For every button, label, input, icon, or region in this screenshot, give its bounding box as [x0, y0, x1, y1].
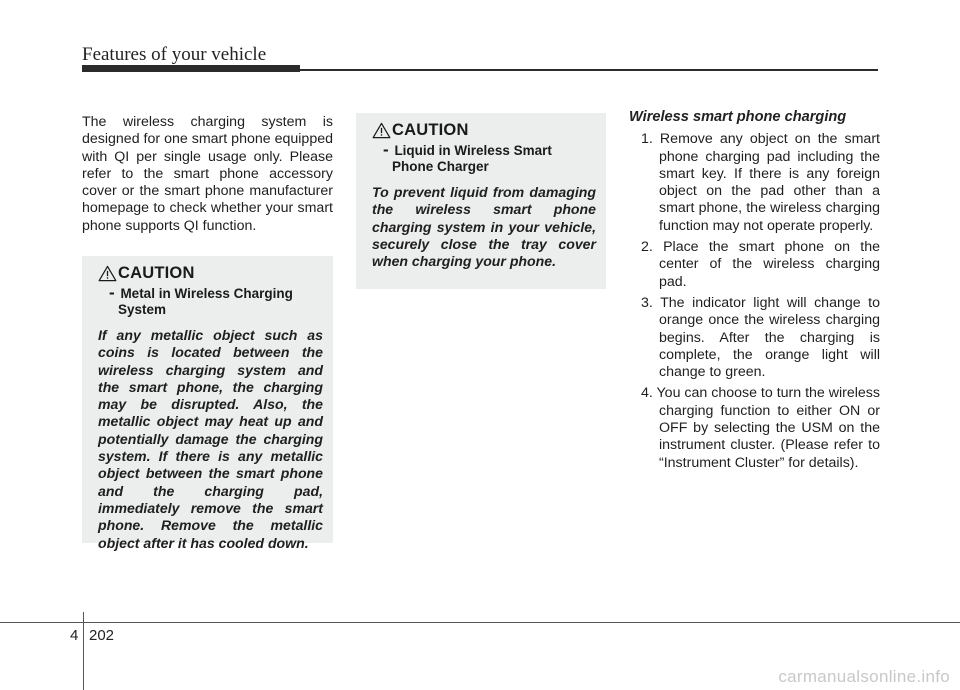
page-number: 202 [89, 627, 115, 644]
caution-box-metal [82, 256, 333, 551]
step-item: 1. Remove any object on the smart phone charging pad including the smart key. If there is any foreign object on the pad other than a smart phone, the wireless charging function may not operate properly. [641, 131, 880, 234]
steps-list [629, 131, 880, 472]
caution-body: To prevent liquid from damaging the wireless smart phone charging system in your vehicle, securely close the tray cover when charging your phone. [372, 184, 596, 270]
caution-dash: - [383, 140, 389, 159]
charging-instructions [629, 109, 880, 476]
intro-paragraph: The wireless charging system is designed for one smart phone equipped with QI per single usage only. Please refer to the smart phone accessory cover or the smart phone manufacturer homepage to check whether your smart phone supports QI function. [82, 114, 333, 234]
caution-subtitle-text: Metal in Wireless Charging System [118, 286, 293, 317]
footer-rule [0, 622, 960, 623]
watermark: carmanualsonline.info [778, 667, 950, 686]
page-header-title: Features of your vehicle [82, 44, 267, 65]
caution-dash: - [109, 283, 115, 302]
step-item: 2. Place the smart phone on the center of the wireless charging pad. [641, 239, 880, 290]
caution-box-liquid [356, 113, 606, 289]
caution-body: If any metallic object such as coins is located between the wireless charging system and the smart phone, the charging may be disrupted. Also, the metallic object may heat up and potentially damage the charging system. If there is any metallic object between the smart phone and the charging pad, immediately remove the smart phone. Remove the metallic object after it has cooled down. [98, 327, 323, 551]
chapter-number: 4 [70, 627, 79, 644]
caution-title: CAUTION [392, 121, 469, 139]
header-rule-thin [300, 69, 878, 71]
step-item: 4. You can choose to turn the wireless charging function to either ON or OFF by selecting the USM on the instrument cluster. (Please refer to “Instrument Cluster” for details). [641, 385, 880, 471]
header-rule-thick [82, 65, 300, 72]
section-heading: Wireless smart phone charging [629, 109, 847, 125]
caution-heading [372, 121, 596, 140]
caution-subtitle-text: Liquid in Wireless Smart Phone Charger [392, 143, 552, 174]
caution-heading [98, 264, 323, 283]
warning-triangle-icon [372, 122, 391, 139]
step-item: 3. The indicator light will change to orange once the wireless charging begins. After the charging is complete, the orange light will change to green. [641, 294, 880, 381]
warning-triangle-icon [98, 265, 117, 282]
caution-subtitle [372, 142, 596, 175]
footer-divider [83, 612, 84, 690]
caution-title: CAUTION [118, 264, 195, 282]
caution-subtitle [98, 285, 323, 318]
